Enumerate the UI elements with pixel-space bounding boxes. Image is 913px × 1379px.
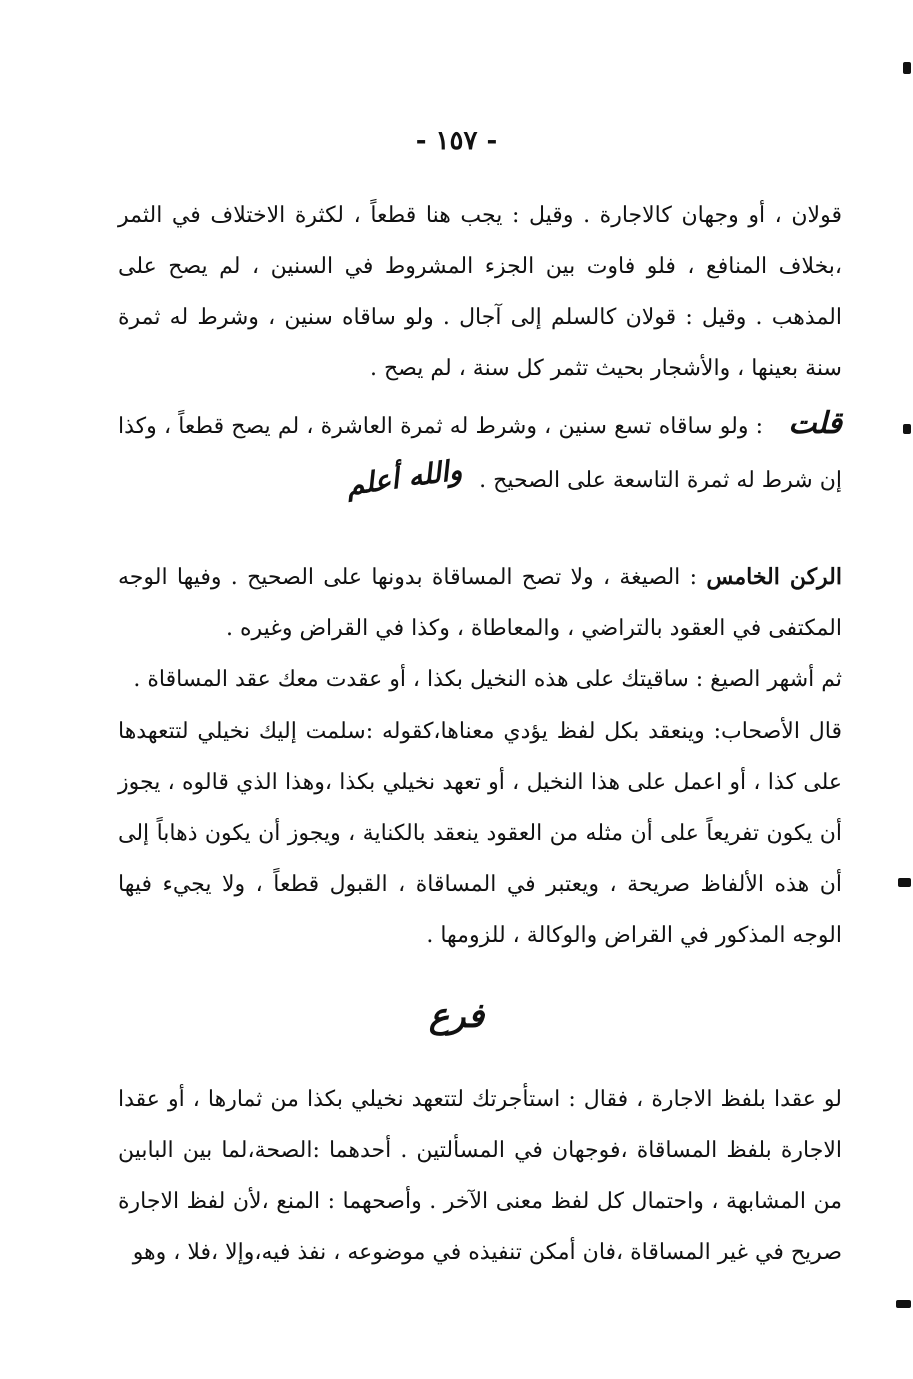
page-edge-mark [903, 424, 911, 434]
paragraph-text: : ولو ساقاه تسع سنين ، وشرط له ثمرة العاشرة ، لم يصح قطعاً ، وكذا إن شرط له ثمرة التاسعة على الصحيح . [118, 414, 842, 493]
section-heading: فرع [428, 996, 485, 1036]
page-edge-mark [903, 62, 911, 74]
paragraph-4 [118, 654, 842, 705]
paragraph-3 [118, 552, 842, 654]
paragraph-2 [118, 398, 842, 506]
paragraph-text: : الصيغة ، ولا تصح المساقاة بدونها على الصحيح . وفيها الوجه المكتفى في العقود بالتراضي ، والمعاطاة ، وكذا في القراض وغيره . [118, 565, 842, 641]
paragraph-6 [118, 1074, 842, 1278]
qult-lead: قلت [788, 406, 842, 441]
paragraph-5 [118, 706, 842, 961]
paragraph-1 [118, 190, 842, 394]
page-edge-mark [896, 1300, 911, 1308]
page-number: - ١٥٧ - [415, 126, 498, 156]
paragraph-text: قولان ، أو وجهان كالاجارة . وقيل : يجب هنا قطعاً ، لكثرة الاختلاف في الثمر ،بخلاف المنافع ، فلو فاوت بين الجزء المشروط في السنين ، لم يصح على المذهب . وقيل : قولان كالسلم إلى آجال . ولو ساقاه سنين ، وشرط له ثمرة سنة بعينها ، والأشجار بحيث تثمر كل سنة ، لم يصح . [118, 203, 842, 381]
paragraph-text: قال الأصحاب: وينعقد بكل لفظ يؤدي معناها،كقوله :سلمت إليك نخيلي لتتعهدها على كذا ، أو اعمل على هذا النخيل ، أو تعهد نخيلي بكذا ،وهذا الذي قالوه ، يجوز أن يكون تفريعاً على أن مثله من العقود ينعقد بالكناية ، ويجوز أن يكون ذهاباً إلى أن هذه الألفاظ صريحة ، ويعتبر في المساقاة ، القبول قطعاً ، ولا يجيء فيها الوجه المذكور في القراض والوكالة ، للزومها . [118, 719, 842, 948]
paragraph-text: لو عقدا بلفظ الاجارة ، فقال : استأجرتك لتتعهد نخيلي بكذا من ثمارها ، أو عقدا الاجارة بلفظ المساقاة ،فوجهان في المسألتين . أحدهما :الصحة،لما بين البابين من المشابهة ، واحتمال كل لفظ معنى الآخر . وأصحهما : المنع ،لأن لفظ الاجارة صريح في غير المساقاة ،فان أمكن تنفيذه في موضوعه ، نفذ فيه،وإلا ،فلا ، وهو [118, 1087, 842, 1265]
closing-formula: والله أعلم [344, 453, 464, 502]
paragraph-text: ثم أشهر الصيغ : ساقيتك على هذه النخيل بكذا ، أو عقدت معك عقد المساقاة . [133, 667, 842, 692]
page-edge-mark [898, 878, 911, 887]
section-lead: الركن الخامس [706, 564, 842, 590]
